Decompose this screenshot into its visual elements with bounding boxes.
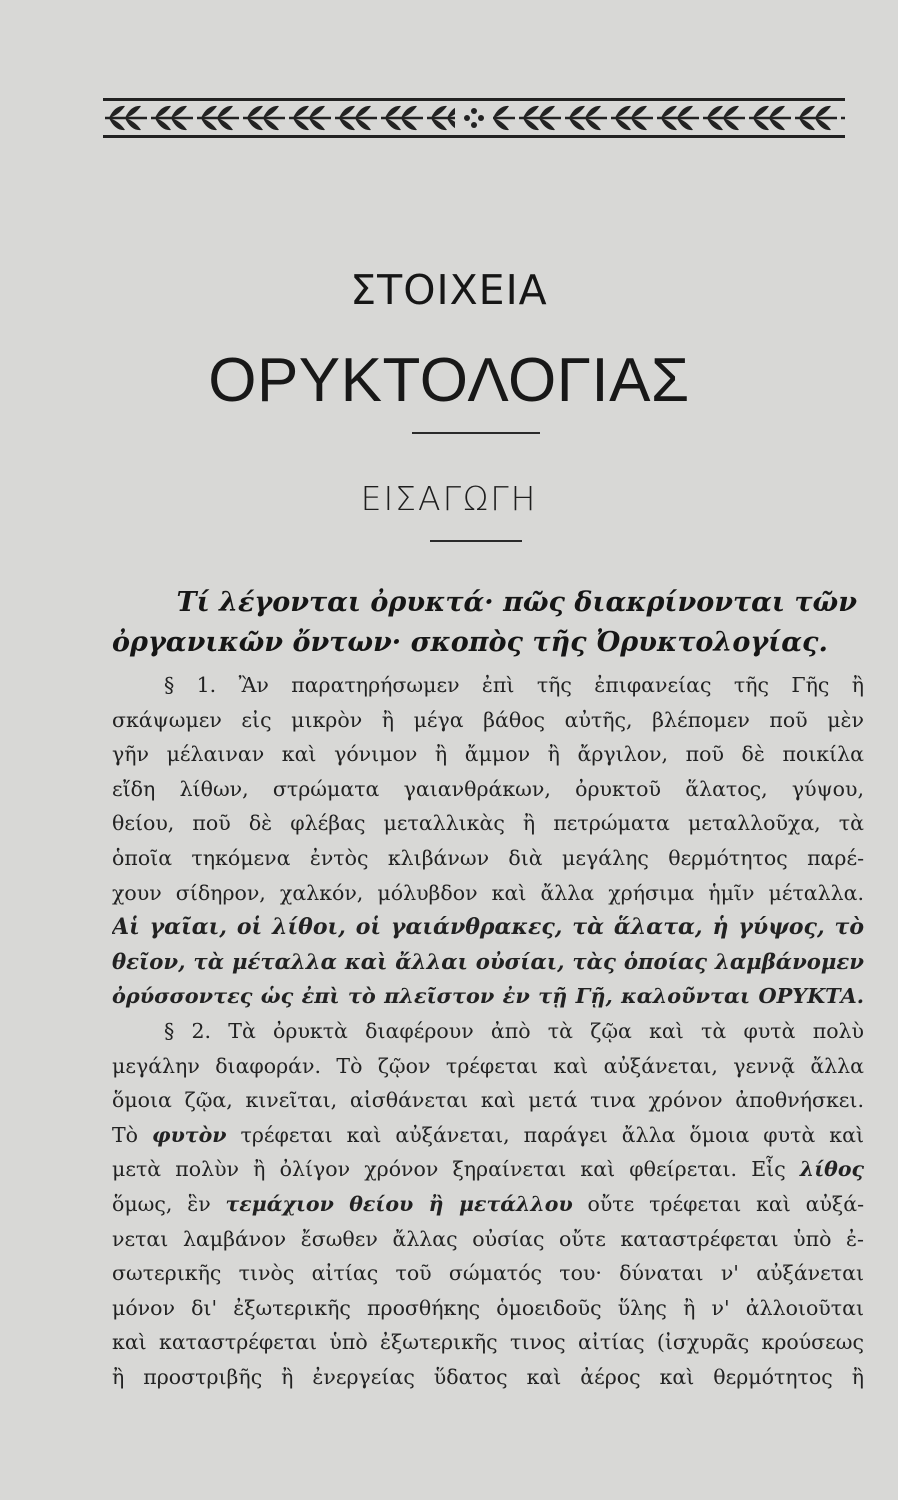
text-line: ὁποῖα τηκόμενα ἐντὸς κλιβάνων διὰ μεγάλης θερμότητος παρέ- xyxy=(112,845,864,870)
text-line: γῆν μέλαιναν καὶ γόνιμον ἢ ἄμμον ἢ ἄργιλον, ποῦ δὲ ποικίλα xyxy=(112,742,864,767)
heading-line-1: Τί λέγονται ὀρυκτά· πῶς διακρίνονται τῶν xyxy=(176,587,857,618)
text-run: μετὰ πολὺν ἢ ὀλίγον χρόνον ξηραίνεται καὶ φθείρεται. Εἷς xyxy=(112,1157,800,1182)
text-line: εἴδη λίθων, στρώματα γαιανθράκων, ὀρυκτοῦ ἅλατος, γύψου, xyxy=(112,776,864,801)
text-line: νεται λαμβάνον ἔσωθεν ἄλλας οὐσίας οὔτε καταστρέφεται ὑπὸ ἐ- xyxy=(112,1226,864,1251)
text-line: § 2. Τὰ ὀρυκτὰ διαφέρουν ἀπὸ τὰ ζῷα καὶ τὰ φυτὰ πολὺ xyxy=(164,1018,864,1043)
text-run: οὔτε τρέφεται καὶ αὐξά- xyxy=(572,1191,864,1216)
text-line: § 1. Ἂν παρατηρήσωμεν ἐπὶ τῆς ἐπιφανείας τῆς Γῆς ἢ xyxy=(164,673,864,697)
text-line: μεγάλην διαφοράν. Τὸ ζῷον τρέφεται καὶ αὐξάνεται, γεννᾷ ἄλλα xyxy=(112,1053,864,1078)
emphasis-stone: λίθος xyxy=(799,1157,864,1182)
title-line-2: ΟΡΥΚΤΟΛΟΓΙΑΣ xyxy=(208,346,690,415)
definition-line: Αἱ γαῖαι, οἱ λίθοι, οἱ γαιάνθρακες, τὰ ἅλατα, ἡ γύψος, τὸ xyxy=(112,914,864,941)
text-line: σωτερικῆς τινὸς αἰτίας τοῦ σώματός του· δύναται ν' αὐξάνεται xyxy=(112,1261,864,1286)
text-line xyxy=(112,1118,864,1153)
text-line: ὅμοια ζῷα, κινεῖται, αἰσθάνεται καὶ μετά τινα χρόνον ἀποθνήσκει. xyxy=(112,1088,864,1113)
title-line-1: ΣΤΟΙΧΕΙΑ xyxy=(350,266,548,314)
section-title: ΕΙΣΑΓΩΓΗ xyxy=(360,479,538,518)
definition-line: θεῖον, τὰ μέταλλα καὶ ἄλλαι οὐσίαι, τὰς ὁποίας λαμβάνομεν xyxy=(112,948,864,974)
text-line: χουν σίδηρον, χαλκόν, μόλυβδον καὶ ἄλλα χρήσιμα ἡμῖν μέταλλα. xyxy=(112,880,864,905)
emphasis-sulfur-metal: τεμάχιον θείου ἢ μετάλλου xyxy=(225,1191,573,1216)
text-run: τρέφεται καὶ αὐξάνεται, παράγει ἄλλα ὅμοια φυτὰ καὶ xyxy=(226,1122,864,1147)
text-line: θείου, ποῦ δὲ φλέβας μεταλλικὰς ἢ πετρώματα μεταλλοῦχα, τὰ xyxy=(112,811,864,836)
text-line: σκάψωμεν εἰς μικρὸν ἢ μέγα βάθος αὐτῆς, βλέπομεν ποῦ μὲν xyxy=(112,707,864,732)
text-line: ἢ προστριβῆς ἢ ἐνεργείας ὕδατος καὶ ἀέρος καὶ θερμότητος ἢ xyxy=(112,1364,864,1389)
text-line xyxy=(112,1152,864,1187)
text-run: Τὸ xyxy=(112,1122,153,1147)
section-heading xyxy=(112,583,857,663)
definition-line: ὀρύσσοντες ὡς ἐπὶ τὸ πλεῖστον ἐν τῇ Γῇ, καλοῦνται ΟΡΥΚΤΑ. xyxy=(112,983,864,1009)
text-run: ὅμως, ἓν xyxy=(112,1191,226,1216)
title-divider xyxy=(412,432,540,434)
text-line: καὶ καταστρέφεται ὑπὸ ἐξωτερικῆς τινος αἰτίας (ἰσχυρᾶς κρούσεως xyxy=(112,1330,864,1355)
emphasis-plant: φυτὸν xyxy=(152,1122,227,1147)
laurel-band-ornament-icon xyxy=(103,98,845,138)
text-line: μόνον δι' ἐξωτερικῆς προσθήκης ὁμοειδοῦς ὕλης ἢ ν' ἀλλοιοῦται xyxy=(112,1295,864,1320)
text-line xyxy=(112,1187,864,1222)
heading-line-2: ὀργανικῶν ὄντων· σκοπὸς τῆς Ὀρυκτολογίας. xyxy=(112,627,828,658)
body-text xyxy=(112,668,864,1394)
section-divider xyxy=(430,540,522,542)
